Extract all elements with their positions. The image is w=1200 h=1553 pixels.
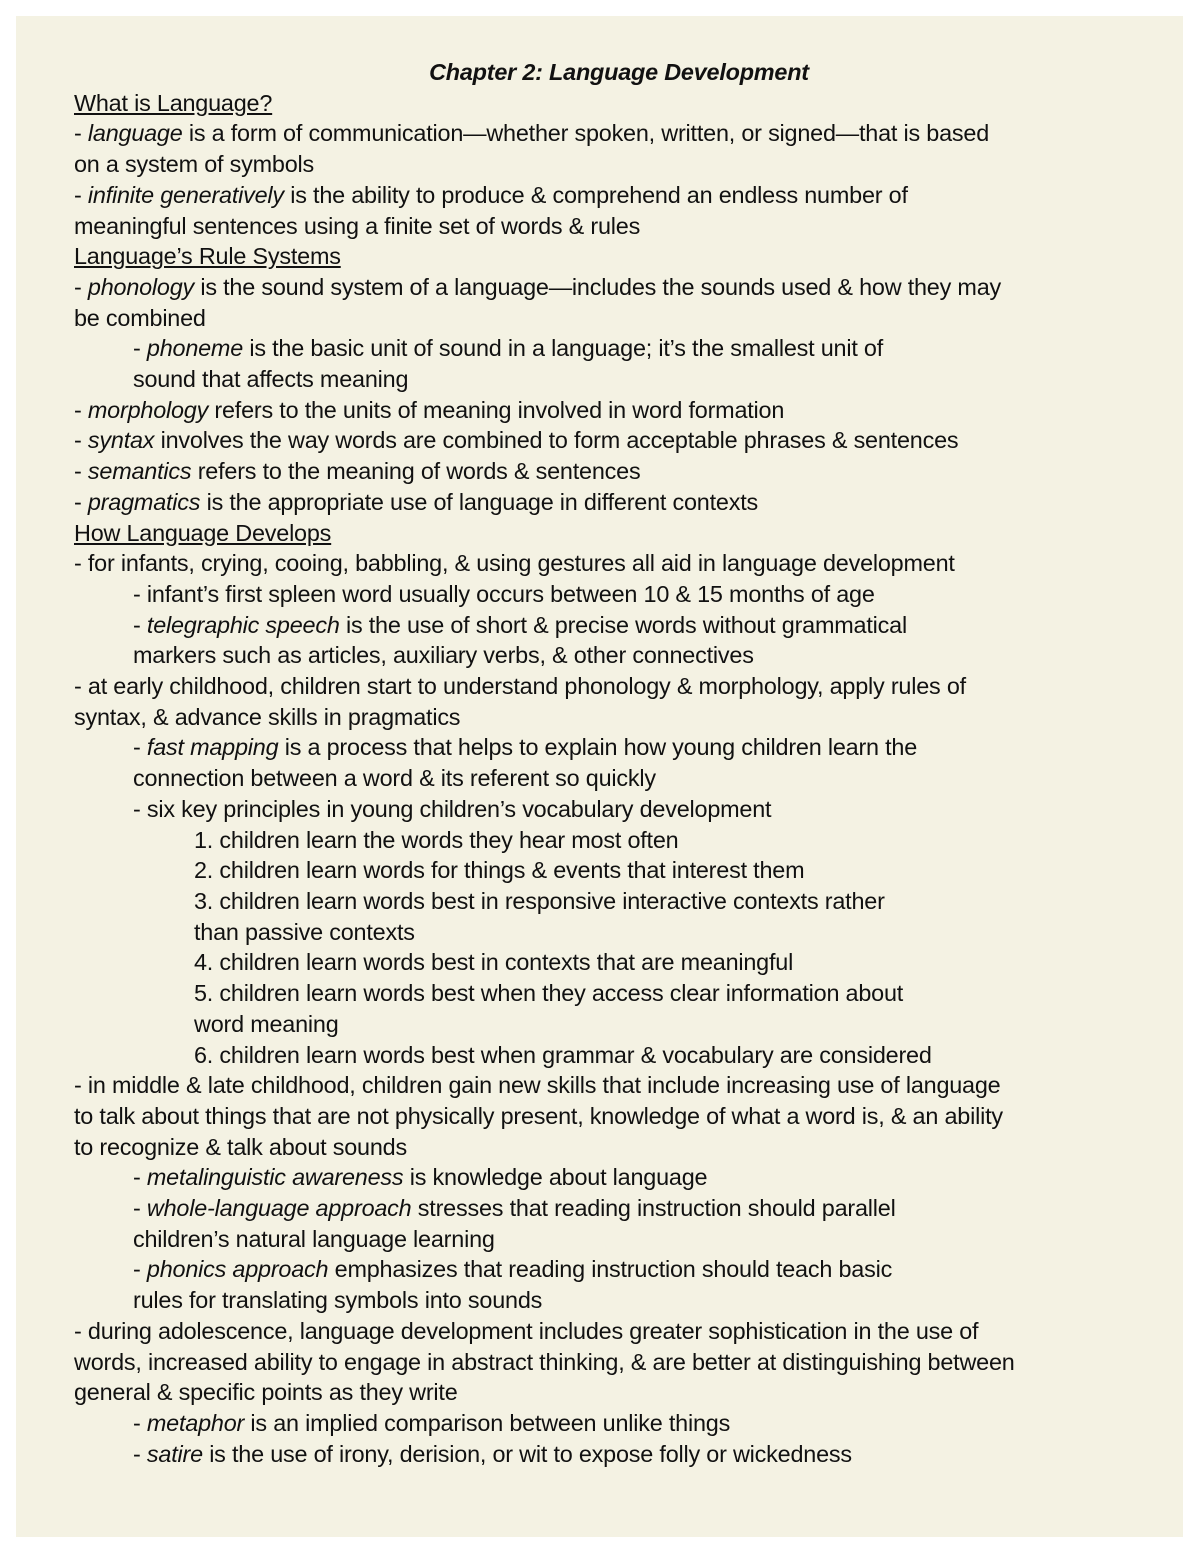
definition-pragmatics: - pragmatics is the appropriate use of language in different contexts bbox=[74, 488, 759, 515]
definition-fast-mapping: - fast mapping is a process that helps to explain how young children learn the bbox=[133, 734, 918, 761]
definition-metalinguistic-awareness: - metalinguistic awareness is knowledge about language bbox=[133, 1164, 708, 1191]
principle-item: 3. children learn words best in responsive interactive contexts rather bbox=[194, 887, 885, 914]
term-pragmatics: pragmatics bbox=[87, 488, 201, 515]
term-syntax: syntax bbox=[87, 427, 155, 454]
term-whole-language-approach: whole-language approach bbox=[146, 1195, 412, 1222]
section-heading-rule-systems: Language’s Rule Systems bbox=[74, 243, 341, 270]
definition-syntax: - syntax involves the way words are combined to form acceptable phrases & sentences bbox=[74, 427, 959, 454]
bullet-early-childhood-cont: syntax, & advance skills in pragmatics bbox=[74, 703, 461, 730]
bullet-early-childhood: - at early childhood, children start to understand phonology & morphology, apply rules of bbox=[74, 673, 966, 700]
definition-infinite-generatively-cont: meaningful sentences using a finite set of words & rules bbox=[74, 212, 641, 239]
principle-item-cont: than passive contexts bbox=[194, 918, 415, 945]
bullet-adolescence-cont: words, increased ability to engage in abstract thinking, & are better at distinguishing between bbox=[74, 1348, 1015, 1375]
term-language: language bbox=[87, 120, 183, 147]
document-page bbox=[16, 16, 1183, 1537]
principle-item: 5. children learn words best when they access clear information about bbox=[194, 980, 904, 1007]
principle-item: 6. children learn words best when grammar & vocabulary are considered bbox=[194, 1041, 932, 1068]
bullet-middle-late-childhood-cont: to recognize & talk about sounds bbox=[74, 1133, 407, 1160]
principle-item: 1. children learn the words they hear most often bbox=[194, 826, 679, 853]
document-body bbox=[74, 57, 1154, 1469]
definition-whole-language-approach-cont: children’s natural language learning bbox=[133, 1225, 495, 1252]
section-heading-how-language-develops: How Language Develops bbox=[74, 519, 332, 546]
page-title: Chapter 2: Language Development bbox=[429, 59, 809, 85]
definition-telegraphic-speech: - telegraphic speech is the use of short & precise words without grammatical bbox=[133, 611, 907, 638]
term-phonics-approach: phonics approach bbox=[146, 1256, 329, 1283]
term-phoneme: phoneme bbox=[146, 335, 244, 362]
term-satire: satire bbox=[146, 1440, 203, 1467]
definition-phonology: - phonology is the sound system of a language—includes the sounds used & how they may bbox=[74, 273, 1002, 300]
definition-phoneme-cont: sound that affects meaning bbox=[133, 366, 409, 393]
definition-language: - language is a form of communication—whether spoken, written, or signed—that is based bbox=[74, 120, 990, 147]
section-heading-what-is-language: What is Language? bbox=[74, 89, 273, 116]
principle-item: 4. children learn words best in contexts that are meaningful bbox=[194, 949, 794, 976]
term-metalinguistic-awareness: metalinguistic awareness bbox=[146, 1164, 404, 1191]
bullet-adolescence: - during adolescence, language development includes greater sophistication in the use of bbox=[74, 1317, 979, 1344]
definition-infinite-generatively: - infinite generatively is the ability to produce & comprehend an endless number of bbox=[74, 181, 908, 208]
definition-whole-language-approach: - whole-language approach stresses that reading instruction should parallel bbox=[133, 1195, 896, 1222]
definition-phonology-cont: be combined bbox=[74, 304, 206, 331]
definition-language-cont: on a system of symbols bbox=[74, 151, 314, 178]
definition-metaphor: - metaphor is an implied comparison between unlike things bbox=[133, 1409, 731, 1436]
term-metaphor: metaphor bbox=[146, 1409, 245, 1436]
term-fast-mapping: fast mapping bbox=[146, 734, 279, 761]
definition-phonics-approach: - phonics approach emphasizes that reading instruction should teach basic bbox=[133, 1256, 893, 1283]
bullet-middle-late-childhood-cont: to talk about things that are not physically present, knowledge of what a word is, & an ability bbox=[74, 1102, 1003, 1129]
term-telegraphic-speech: telegraphic speech bbox=[146, 611, 340, 638]
principle-item: 2. children learn words for things & events that interest them bbox=[194, 857, 805, 884]
definition-telegraphic-speech-cont: markers such as articles, auxiliary verbs, & other connectives bbox=[133, 642, 754, 669]
definition-morphology: - morphology refers to the units of meaning involved in word formation bbox=[74, 396, 785, 423]
definition-semantics: - semantics refers to the meaning of words & sentences bbox=[74, 458, 641, 485]
bullet-adolescence-cont: general & specific points as they write bbox=[74, 1379, 458, 1406]
definition-fast-mapping-cont: connection between a word & its referent so quickly bbox=[133, 765, 656, 792]
term-semantics: semantics bbox=[87, 458, 192, 485]
bullet-infants: - for infants, crying, cooing, babbling, & using gestures all aid in language development bbox=[74, 550, 955, 577]
bullet-first-word: - infant’s first spleen word usually occurs between 10 & 15 months of age bbox=[133, 580, 875, 607]
principle-item-cont: word meaning bbox=[194, 1010, 339, 1037]
definition-satire: - satire is the use of irony, derision, or wit to expose folly or wickedness bbox=[133, 1440, 852, 1467]
bullet-six-key-principles: - six key principles in young children’s vocabulary development bbox=[133, 795, 772, 822]
term-infinite-generatively: infinite generatively bbox=[87, 181, 284, 208]
definition-phoneme: - phoneme is the basic unit of sound in a language; it’s the smallest unit of bbox=[133, 335, 884, 362]
bullet-middle-late-childhood: - in middle & late childhood, children gain new skills that include increasing use of language bbox=[74, 1072, 1001, 1099]
term-phonology: phonology bbox=[87, 273, 195, 300]
definition-phonics-approach-cont: rules for translating symbols into sounds bbox=[133, 1287, 543, 1314]
term-morphology: morphology bbox=[87, 396, 209, 423]
